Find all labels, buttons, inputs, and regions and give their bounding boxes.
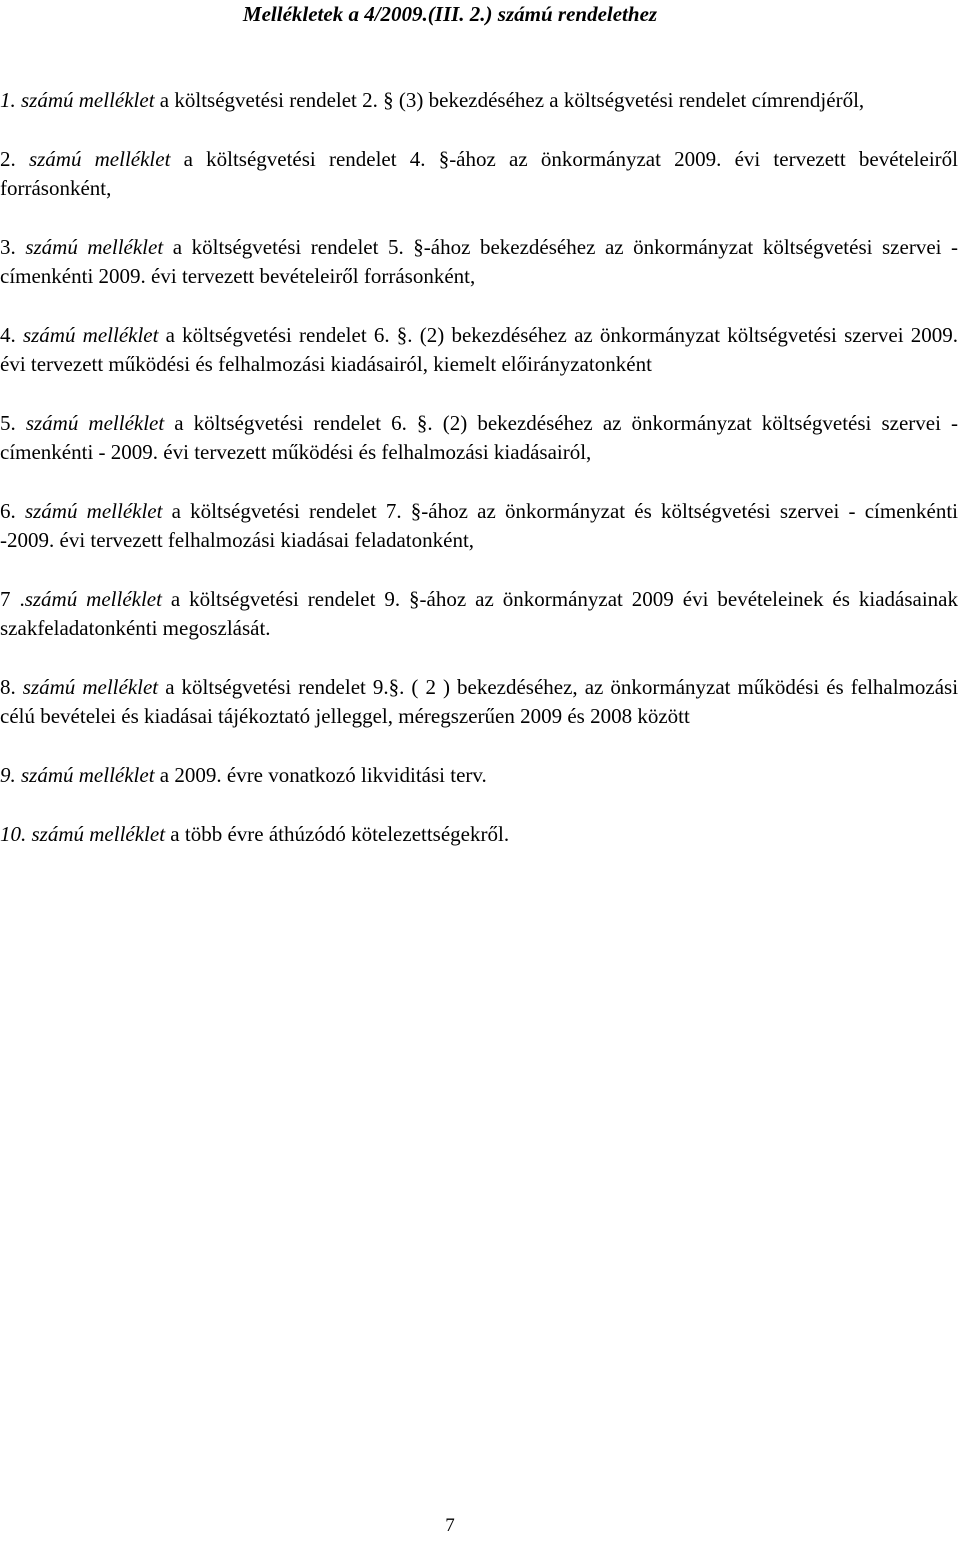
annex-text: a költségvetési rendelet 4. §-ához az önkormányzat 2009. évi tervezett bevételeiről forrásonként,: [0, 147, 959, 200]
document-title: Mellékletek a 4/2009.(III. 2.) számú rendelethez: [242, 2, 658, 26]
annex-number: 9.: [0, 763, 16, 787]
annex-label: számú melléklet: [24, 499, 163, 523]
annex-item-1: [0, 86, 958, 115]
annex-text: a költségvetési rendelet 7. §-ához az önkormányzat és költségvetési szervei - címenkénti -2009. évi tervezett felhalmozási kiadásai feladatonként,: [0, 499, 959, 552]
page-number: 7: [445, 1515, 455, 1536]
annex-number: 7 .: [0, 587, 25, 611]
annex-label: számú melléklet: [22, 675, 159, 699]
annex-label: számú melléklet: [22, 323, 159, 347]
annex-label: számú melléklet: [25, 411, 165, 435]
annex-text: a költségvetési rendelet 2. § (3) bekezdéséhez a költségvetési rendelet címrendjéről,: [159, 88, 865, 112]
annex-item-5: [0, 409, 958, 467]
annex-label: számú melléklet: [28, 147, 171, 171]
annex-list: [0, 86, 958, 879]
annex-text: a költségvetési rendelet 5. §-ához bekezdéséhez az önkormányzat költségvetési szervei - címenkénti 2009. évi tervezett bevételeiről forrásonként,: [0, 235, 959, 288]
annex-text: a 2009. évre vonatkozó likviditási terv.: [159, 763, 487, 787]
annex-number: 1.: [0, 88, 16, 112]
annex-item-6: [0, 497, 958, 555]
annex-text: a költségvetési rendelet 9. §-ához az önkormányzat 2009 évi bevételeinek és kiadásainak szakfeladatonkénti megoszlását.: [0, 587, 958, 640]
annex-label: számú melléklet: [21, 763, 155, 787]
annex-item-3: [0, 233, 958, 291]
annex-label: számú melléklet: [21, 88, 155, 112]
annex-item-2: [0, 145, 958, 203]
annex-number: 8.: [0, 675, 16, 699]
annex-number: 4.: [0, 323, 16, 347]
annex-label: számú melléklet: [31, 822, 166, 846]
annex-text: a költségvetési rendelet 9.§. ( 2 ) bekezdéséhez, az önkormányzat működési és felhalmozási célú bevételei és kiadásai tájékoztató jelleggel, méregszerűen 2009 és 2008 között: [0, 675, 959, 728]
annex-item-7: [0, 585, 958, 643]
annex-text: a költségvetési rendelet 6. §. (2) bekezdéséhez az önkormányzat költségvetési szervei 2009. évi tervezett működési és felhalmozási kiadásairól, kiemelt előirányzatonként: [0, 323, 958, 376]
annex-number: 5.: [0, 411, 16, 435]
annex-number: 10.: [0, 822, 27, 846]
annex-text: a több évre áthúzódó kötelezettségekről.: [170, 822, 510, 846]
annex-text: a költségvetési rendelet 6. §. (2) bekezdéséhez az önkormányzat költségvetési szervei - címenkénti - 2009. évi tervezett működési és felhalmozási kiadásairól,: [0, 411, 958, 464]
annex-number: 2.: [0, 147, 16, 171]
annex-label: számú melléklet: [25, 235, 164, 259]
annex-item-9: [0, 761, 958, 790]
annex-label: számú melléklet: [24, 587, 162, 611]
annex-item-10: [0, 820, 958, 849]
annex-item-4: [0, 321, 958, 379]
annex-number: 6.: [0, 499, 16, 523]
annex-item-8: [0, 673, 958, 731]
annex-number: 3.: [0, 235, 16, 259]
